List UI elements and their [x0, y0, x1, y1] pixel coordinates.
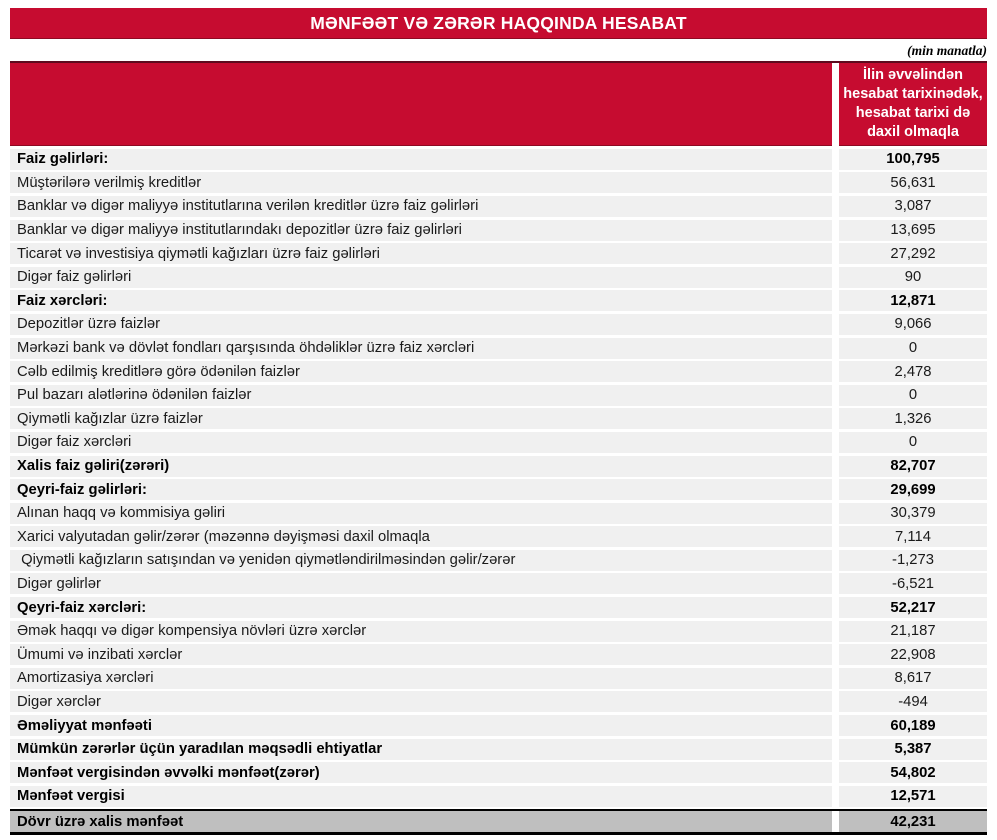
table-row	[10, 739, 987, 760]
column-divider	[832, 243, 839, 264]
row-value: 54,802	[839, 762, 987, 783]
row-value: 27,292	[839, 243, 987, 264]
table-row	[10, 503, 987, 524]
row-value: -6,521	[839, 573, 987, 594]
table-row	[10, 479, 987, 500]
column-divider	[832, 644, 839, 665]
table-row	[10, 385, 987, 406]
table-row	[10, 220, 987, 241]
row-value: 30,379	[839, 503, 987, 524]
row-value: 12,571	[839, 786, 987, 807]
column-divider	[832, 739, 839, 760]
row-label: Cəlb edilmiş kreditlərə görə ödənilən faizlər	[10, 361, 832, 382]
column-divider	[832, 63, 839, 146]
row-label: Əməliyyat mənfəəti	[10, 715, 832, 736]
row-value: 42,231	[839, 811, 987, 832]
column-divider	[832, 149, 839, 170]
row-value: -494	[839, 691, 987, 712]
row-value: 0	[839, 432, 987, 453]
row-label: Mənfəət vergisindən əvvəlki mənfəət(zərər)	[10, 762, 832, 783]
row-label: Qiymətli kağızların satışından və yenidən qiymətləndirilməsindən gəlir/zərər	[10, 550, 832, 571]
row-label: Digər faiz gəlirləri	[10, 267, 832, 288]
table-row	[10, 361, 987, 382]
column-divider	[832, 290, 839, 311]
table-row	[10, 290, 987, 311]
row-value: 0	[839, 385, 987, 406]
row-value: 60,189	[839, 715, 987, 736]
row-value: 100,795	[839, 149, 987, 170]
column-divider	[832, 432, 839, 453]
row-label: Əmək haqqı və digər kompensiya növləri üzrə xərclər	[10, 621, 832, 642]
table-row	[10, 338, 987, 359]
column-divider	[832, 314, 839, 335]
column-divider	[832, 668, 839, 689]
row-label: Ümumi və inzibati xərclər	[10, 644, 832, 665]
table-row	[10, 786, 987, 807]
row-value: -1,273	[839, 550, 987, 571]
table-row	[10, 526, 987, 547]
column-divider	[832, 503, 839, 524]
row-value: 9,066	[839, 314, 987, 335]
table-row	[10, 243, 987, 264]
column-divider	[832, 811, 839, 832]
row-value: 29,699	[839, 479, 987, 500]
table-row	[10, 550, 987, 571]
profit-loss-table	[10, 61, 987, 835]
row-label: Qeyri-faiz gəlirləri:	[10, 479, 832, 500]
table-row	[10, 149, 987, 170]
row-label: Müştərilərə verilmiş kreditlər	[10, 172, 832, 193]
row-value: 21,187	[839, 621, 987, 642]
column-divider	[832, 597, 839, 618]
row-value: 0	[839, 338, 987, 359]
column-divider	[832, 691, 839, 712]
row-value: 12,871	[839, 290, 987, 311]
unit-note: (min manatla)	[907, 43, 987, 58]
table-row	[10, 715, 987, 736]
row-label: Depozitlər üzrə faizlər	[10, 314, 832, 335]
row-label: Digər faiz xərcləri	[10, 432, 832, 453]
row-label: Amortizasiya xərcləri	[10, 668, 832, 689]
table-row	[10, 432, 987, 453]
column-divider	[832, 172, 839, 193]
column-divider	[832, 786, 839, 807]
row-value: 3,087	[839, 196, 987, 217]
column-divider	[832, 715, 839, 736]
column-divider	[832, 550, 839, 571]
row-label: Faiz gəlirləri:	[10, 149, 832, 170]
row-value: 5,387	[839, 739, 987, 760]
table-row	[10, 597, 987, 618]
column-divider	[832, 196, 839, 217]
row-label: Xalis faiz gəliri(zərəri)	[10, 456, 832, 477]
column-divider	[832, 385, 839, 406]
row-label: Banklar və digər maliyyə institutlarına verilən kreditlər üzrə faiz gəlirləri	[10, 196, 832, 217]
table-row	[10, 267, 987, 288]
row-value: 13,695	[839, 220, 987, 241]
column-divider	[832, 361, 839, 382]
column-divider	[832, 456, 839, 477]
table-row	[10, 573, 987, 594]
row-label: Digər gəlirlər	[10, 573, 832, 594]
report-title-bar	[10, 8, 987, 39]
row-value: 82,707	[839, 456, 987, 477]
column-divider	[832, 220, 839, 241]
table-row	[10, 668, 987, 689]
row-value: 52,217	[839, 597, 987, 618]
row-label: Mümkün zərərlər üçün yaradılan məqsədli ehtiyatlar	[10, 739, 832, 760]
row-value: 2,478	[839, 361, 987, 382]
table-row	[10, 762, 987, 783]
row-label: Banklar və digər maliyyə institutlarındakı depozitlər üzrə faiz gəlirləri	[10, 220, 832, 241]
row-label: Digər xərclər	[10, 691, 832, 712]
row-label: Mərkəzi bank və dövlət fondları qarşısında öhdəliklər üzrə faiz xərcləri	[10, 338, 832, 359]
column-divider	[832, 621, 839, 642]
row-value: 22,908	[839, 644, 987, 665]
row-label: Mənfəət vergisi	[10, 786, 832, 807]
table-header-value-cell: İlin əvvəlindən hesabat tarixinədək, hesabat tarixi də daxil olmaqla	[839, 63, 987, 146]
row-value: 1,326	[839, 408, 987, 429]
row-value: 56,631	[839, 172, 987, 193]
table-header-row	[10, 61, 987, 146]
row-label: Pul bazarı alətlərinə ödənilən faizlər	[10, 385, 832, 406]
row-label: Faiz xərcləri:	[10, 290, 832, 311]
table-row	[10, 314, 987, 335]
row-value: 7,114	[839, 526, 987, 547]
table-body	[10, 146, 987, 835]
column-divider	[832, 762, 839, 783]
column-divider	[832, 267, 839, 288]
table-row	[10, 644, 987, 665]
table-row	[10, 691, 987, 712]
column-divider	[832, 479, 839, 500]
table-row	[10, 408, 987, 429]
table-row	[10, 172, 987, 193]
table-row	[10, 456, 987, 477]
row-value: 90	[839, 267, 987, 288]
row-label: Xarici valyutadan gəlir/zərər (məzənnə dəyişməsi daxil olmaqla	[10, 526, 832, 547]
column-divider	[832, 526, 839, 547]
table-row	[10, 196, 987, 217]
column-divider	[832, 338, 839, 359]
table-header-label-cell	[10, 63, 832, 146]
column-divider	[832, 573, 839, 594]
row-label: Qiymətli kağızlar üzrə faizlər	[10, 408, 832, 429]
row-label: Dövr üzrə xalis mənfəət	[10, 811, 832, 832]
row-value: 8,617	[839, 668, 987, 689]
table-row	[10, 809, 987, 835]
row-label: Alınan haqq və kommisiya gəliri	[10, 503, 832, 524]
row-label: Qeyri-faiz xərcləri:	[10, 597, 832, 618]
report-title: MƏNFƏƏT VƏ ZƏRƏR HAQQINDA HESABAT	[310, 12, 687, 33]
table-row	[10, 621, 987, 642]
column-divider	[832, 408, 839, 429]
row-label: Ticarət və investisiya qiymətli kağızları üzrə faiz gəlirləri	[10, 243, 832, 264]
